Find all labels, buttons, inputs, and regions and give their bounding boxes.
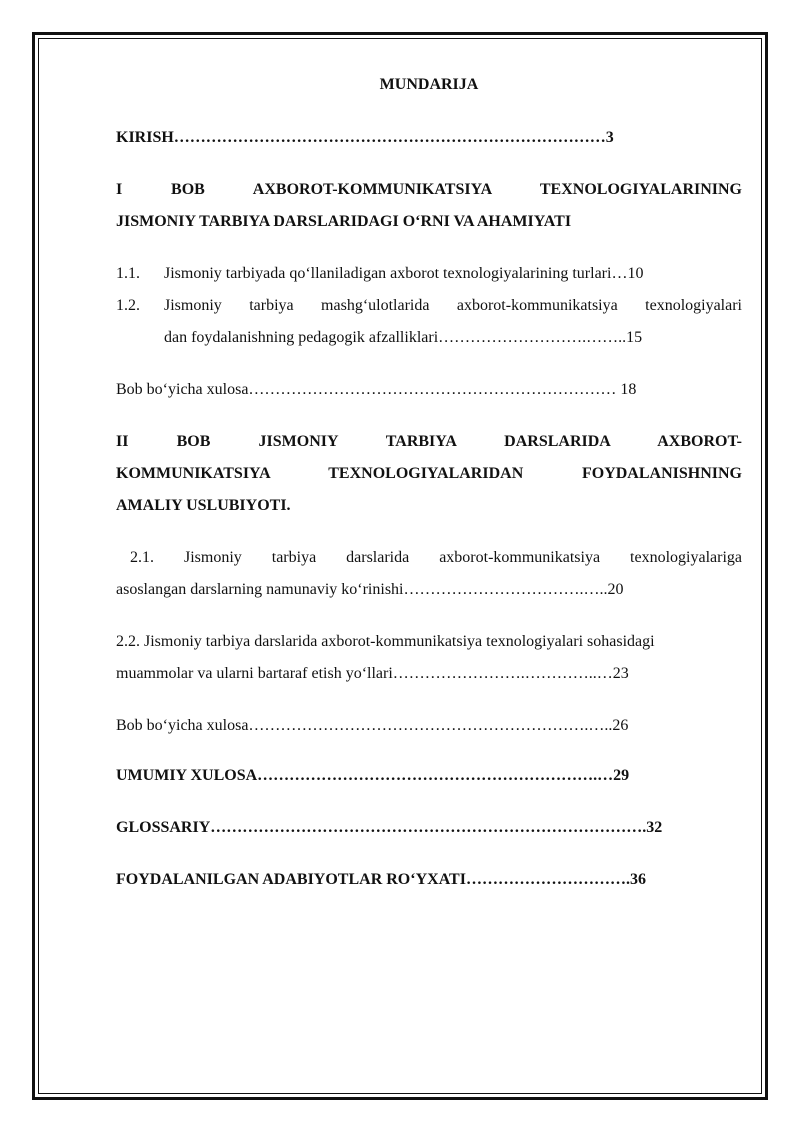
toc-item-2-1-line2[interactable]: asoslangan darslarning namunaviy ko‘rinishi…………………………….…..20 — [116, 581, 624, 598]
toc-item-1-1-number: 1.1. — [116, 265, 140, 282]
toc-chapter2-summary[interactable]: Bob bo‘yicha xulosa……………………………………………………….…..26 — [116, 717, 629, 734]
toc-item-1-2-line2[interactable]: dan foydalanishning pedagogik afzalliklari……………………….……..15 — [164, 329, 643, 346]
toc-chapter1-summary[interactable]: Bob bo‘yicha xulosa…………………………………………………………… 18 — [116, 381, 637, 398]
toc-entry-adabiyotlar[interactable]: FOYDALANILGAN ADABIYOTLAR RO‘YXATI………………………….36 — [116, 871, 646, 888]
toc-item-2-1-line1[interactable]: 2.1. Jismoniy tarbiya darslarida axborot-kommunikatsiya texnologiyalariga — [130, 549, 742, 566]
toc-title: MUNDARIJA — [379, 76, 479, 93]
toc-entry-kirish[interactable] — [116, 128, 614, 148]
toc-chapter1-heading-line1[interactable]: I BOB AXBOROT-KOMMUNIKATSIYA TEXNOLOGIYALARINING — [116, 181, 742, 198]
toc-chapter2-heading-line2[interactable]: KOMMUNIKATSIYA TEXNOLOGIYALARIDAN FOYDALANISHNING — [116, 465, 742, 482]
toc-item-1-2-line1[interactable]: Jismoniy tarbiya mashg‘ulotlarida axborot-kommunikatsiya texnologiyalari — [164, 297, 742, 314]
toc-entry-kirish-text: KIRISH………………………………………………………………………3 — [116, 129, 614, 146]
toc-chapter2-heading-line1[interactable]: II BOB JISMONIY TARBIYA DARSLARIDA AXBOROT- — [116, 433, 742, 450]
toc-item-1-2-number: 1.2. — [116, 297, 140, 314]
toc-item-2-2-line2[interactable]: muammolar va ularni bartaraf etish yo‘llari…………………….…………..…23 — [116, 665, 629, 682]
toc-item-1-1[interactable]: Jismoniy tarbiyada qo‘llaniladigan axborot texnologiyalarining turlari…10 — [164, 265, 644, 282]
toc-item-2-2-line1[interactable]: 2.2. Jismoniy tarbiya darslarida axborot-kommunikatsiya texnologiyalari sohasidagi — [116, 633, 655, 650]
toc-entry-umumiy-xulosa[interactable]: UMUMIY XULOSA……………………………………………………….…29 — [116, 767, 630, 784]
toc-entry-glossariy[interactable]: GLOSSARIY……………………………………………………………………….32 — [116, 819, 663, 836]
toc-chapter1-heading-line2[interactable]: JISMONIY TARBIYA DARSLARIDAGI O‘RNI VA AHAMIYATI — [116, 213, 572, 230]
toc-chapter2-heading-line3[interactable]: AMALIY USLUBIYOTI. — [116, 497, 291, 514]
